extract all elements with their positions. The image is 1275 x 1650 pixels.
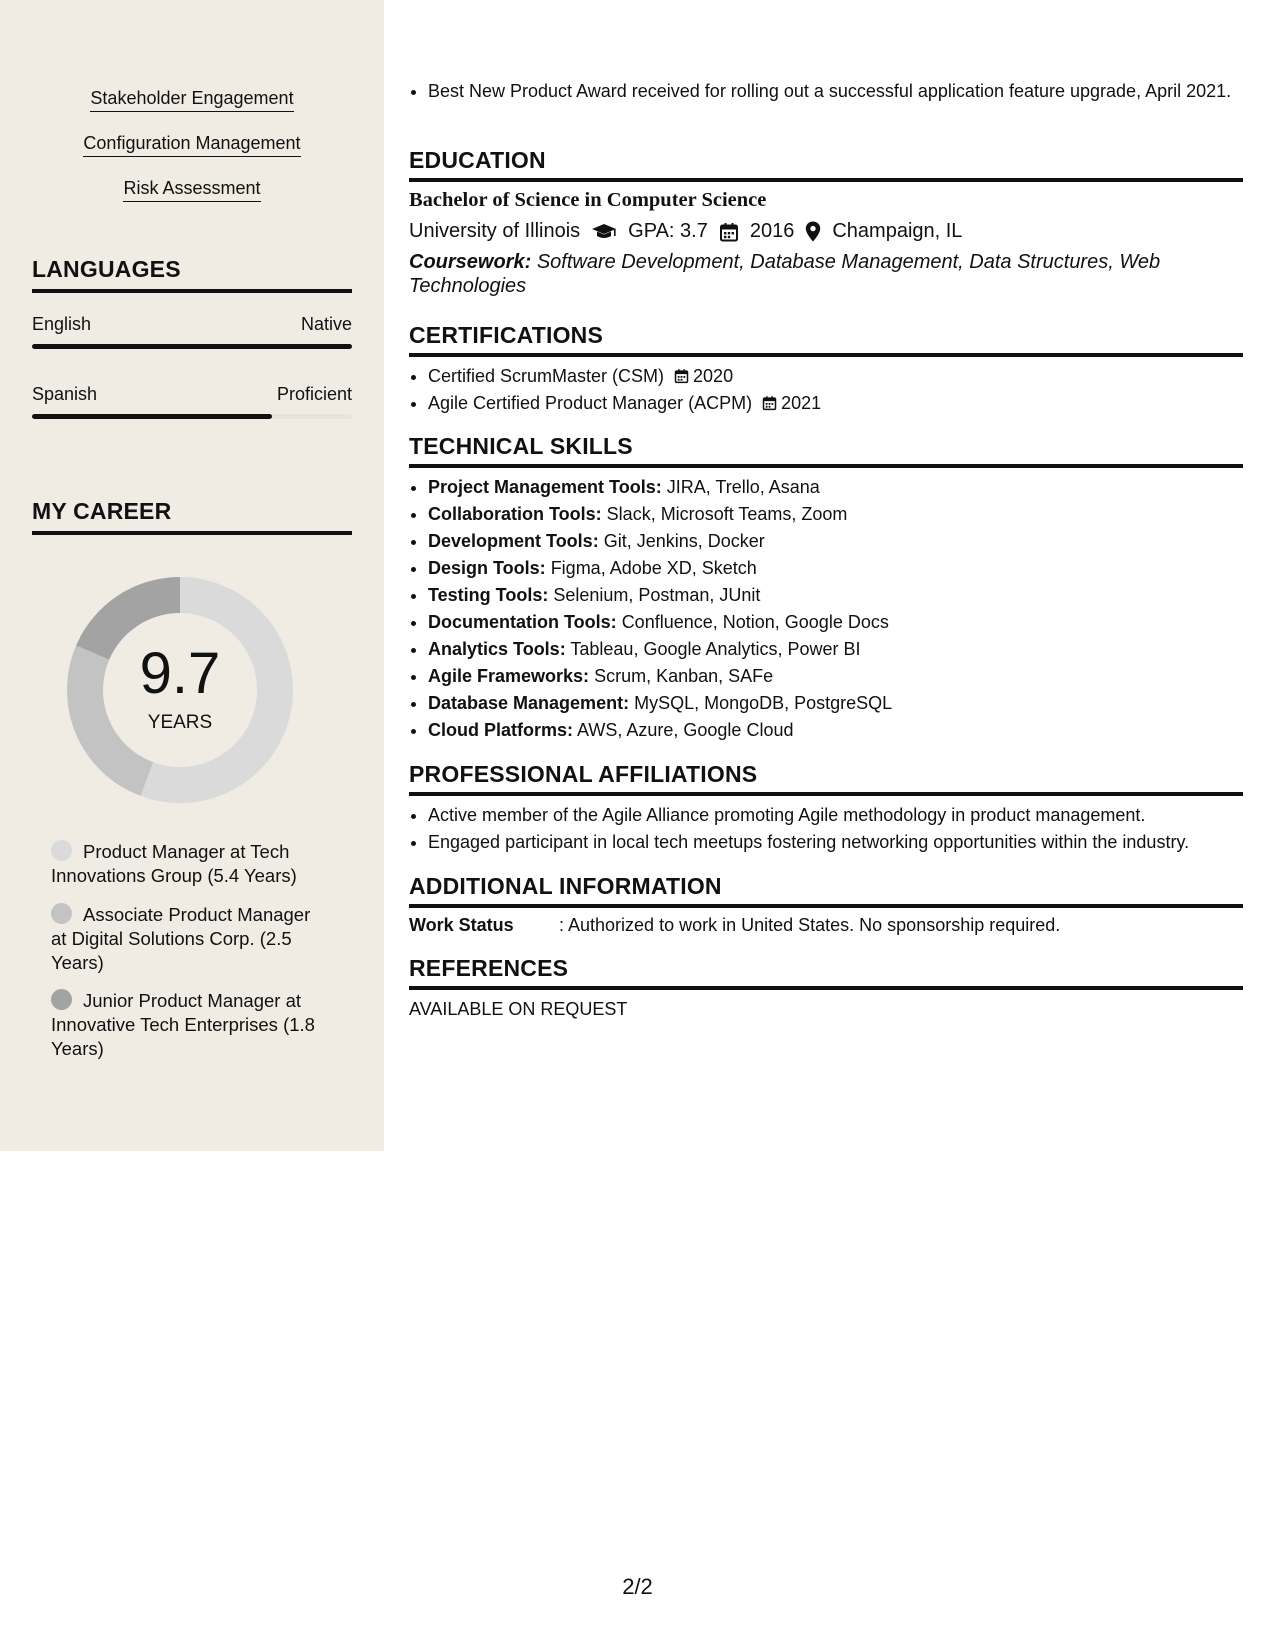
work-status-value: : Authorized to work in United States. No sponsorship required. — [559, 915, 1061, 935]
technical-skill-item — [428, 663, 1258, 690]
career-legend-item — [51, 840, 326, 888]
career-legend-item — [51, 989, 326, 1061]
technical-skill-item — [428, 717, 1258, 744]
career-total-unit: YEARS — [147, 712, 213, 733]
technical-skill-label: Collaboration Tools: — [428, 504, 602, 524]
graduation-year: 2016 — [749, 220, 795, 242]
technical-skill-label: Development Tools: — [428, 531, 599, 551]
technical-skill-item — [428, 582, 1258, 609]
languages-heading: LANGUAGES — [32, 256, 352, 293]
sidebar — [0, 0, 384, 1151]
education-meta — [409, 220, 962, 243]
technical-skill-label: Project Management Tools: — [428, 477, 662, 497]
technical-skill-value: Scrum, Kanban, SAFe — [594, 666, 774, 686]
certification-name: Agile Certified Product Manager (ACPM) — [428, 393, 753, 413]
career-total-years: 9.7 — [139, 641, 221, 706]
references-heading: REFERENCES — [409, 955, 1243, 990]
technical-skill-label: Analytics Tools: — [428, 639, 566, 659]
language-name: English — [32, 314, 92, 334]
language-row — [32, 314, 352, 335]
career-legend-label: Product Manager at Tech Innovations Group (5.4 Years) — [51, 841, 297, 886]
technical-skill-label: Documentation Tools: — [428, 612, 617, 632]
gpa: GPA: 3.7 — [628, 220, 708, 242]
certifications-heading: CERTIFICATIONS — [409, 322, 1243, 357]
coursework-text: Software Development, Database Management, Data Structures, Web Technologies — [409, 251, 1161, 297]
affiliation-item: • Active member of the Agile Alliance promoting Agile methodology in product management. — [428, 802, 1258, 829]
technical-skill-item — [428, 609, 1258, 636]
technical-skill-value: Confluence, Notion, Google Docs — [621, 612, 889, 632]
technical-skill-value: AWS, Azure, Google Cloud — [577, 720, 794, 740]
technical-skill-item — [428, 690, 1258, 717]
calendar-icon — [762, 395, 777, 411]
legend-dot — [51, 989, 72, 1010]
location-pin-icon — [805, 221, 821, 242]
technical-skill-value: Tableau, Google Analytics, Power BI — [570, 639, 861, 659]
skill-item — [0, 88, 384, 112]
technical-skill-label: Database Management: — [428, 693, 630, 713]
education-heading: EDUCATION — [409, 147, 1243, 182]
language-name: Spanish — [32, 384, 98, 404]
certification-year: 2021 — [781, 393, 822, 413]
skill-item — [0, 133, 384, 157]
technical-skill-value: MySQL, MongoDB, PostgreSQL — [634, 693, 893, 713]
degree-title: Bachelor of Science in Computer Science — [409, 189, 767, 211]
legend-dot — [51, 903, 72, 924]
technical-skill-value: Git, Jenkins, Docker — [603, 531, 765, 551]
education-location: Champaign, IL — [832, 220, 963, 242]
coursework-label: Coursework: — [409, 251, 532, 273]
technical-skill-label: Cloud Platforms: — [428, 720, 574, 740]
page-number: 2/2 — [622, 1574, 653, 1599]
technical-skill-item — [428, 528, 1258, 555]
career-heading: MY CAREER — [32, 498, 352, 535]
additional-info-heading: ADDITIONAL INFORMATION — [409, 873, 1243, 908]
language-bar — [32, 344, 352, 349]
career-legend-item — [51, 903, 326, 975]
skill-item — [0, 178, 384, 202]
language-bar-fill — [32, 344, 352, 349]
certification-year: 2020 — [693, 366, 734, 386]
technical-skill-item — [428, 555, 1258, 582]
award-list — [409, 79, 1258, 103]
award-item: • Best New Product Award received for rolling out a successful application feature upgrade, April 2021. — [428, 79, 1258, 103]
technical-skill-label: Testing Tools: — [428, 585, 549, 605]
technical-skill-value: Selenium, Postman, JUnit — [553, 585, 761, 605]
technical-skill-item — [428, 636, 1258, 663]
certification-item — [428, 363, 1258, 390]
affiliations-heading: PROFESSIONAL AFFILIATIONS — [409, 761, 1243, 796]
certification-name: Certified ScrumMaster (CSM) — [428, 366, 665, 386]
technical-skill-value: JIRA, Trello, Asana — [666, 477, 820, 497]
skill-label: Configuration Management — [83, 133, 300, 157]
certification-item — [428, 390, 1258, 417]
skill-label: Stakeholder Engagement — [90, 88, 293, 112]
technical-skill-value: Slack, Microsoft Teams, Zoom — [606, 504, 848, 524]
language-bar — [32, 414, 352, 419]
work-status-row — [409, 915, 1060, 936]
technical-skill-item — [428, 474, 1258, 501]
language-bar-fill — [32, 414, 272, 419]
coursework — [409, 250, 1239, 298]
career-legend-label: Junior Product Manager at Innovative Tech Enterprises (1.8 Years) — [51, 990, 315, 1059]
language-level: Native — [300, 314, 352, 334]
work-status-label: Work Status — [409, 915, 514, 935]
school-name: University of Illinois — [409, 220, 581, 242]
affiliation-item: • Engaged participant in local tech meetups fostering networking opportunities within the industry. — [428, 829, 1258, 856]
references-text: AVAILABLE ON REQUEST — [409, 999, 628, 1019]
calendar-icon — [674, 368, 689, 384]
language-row — [32, 384, 352, 405]
graduation-cap-icon — [591, 223, 617, 241]
technical-skill-value: Figma, Adobe XD, Sketch — [550, 558, 757, 578]
technical-skill-label: Agile Frameworks: — [428, 666, 590, 686]
technical-skill-label: Design Tools: — [428, 558, 546, 578]
language-level: Proficient — [276, 384, 352, 404]
affiliations-list — [409, 802, 1258, 856]
technical-skills-heading: TECHNICAL SKILLS — [409, 433, 1243, 468]
legend-dot — [51, 840, 72, 861]
technical-skill-item — [428, 501, 1258, 528]
certifications-list — [409, 363, 1258, 417]
calendar-icon — [719, 222, 739, 242]
career-legend-label: Associate Product Manager at Digital Solutions Corp. (2.5 Years) — [51, 904, 311, 973]
technical-skills-list — [409, 474, 1258, 744]
skill-label: Risk Assessment — [123, 178, 260, 202]
